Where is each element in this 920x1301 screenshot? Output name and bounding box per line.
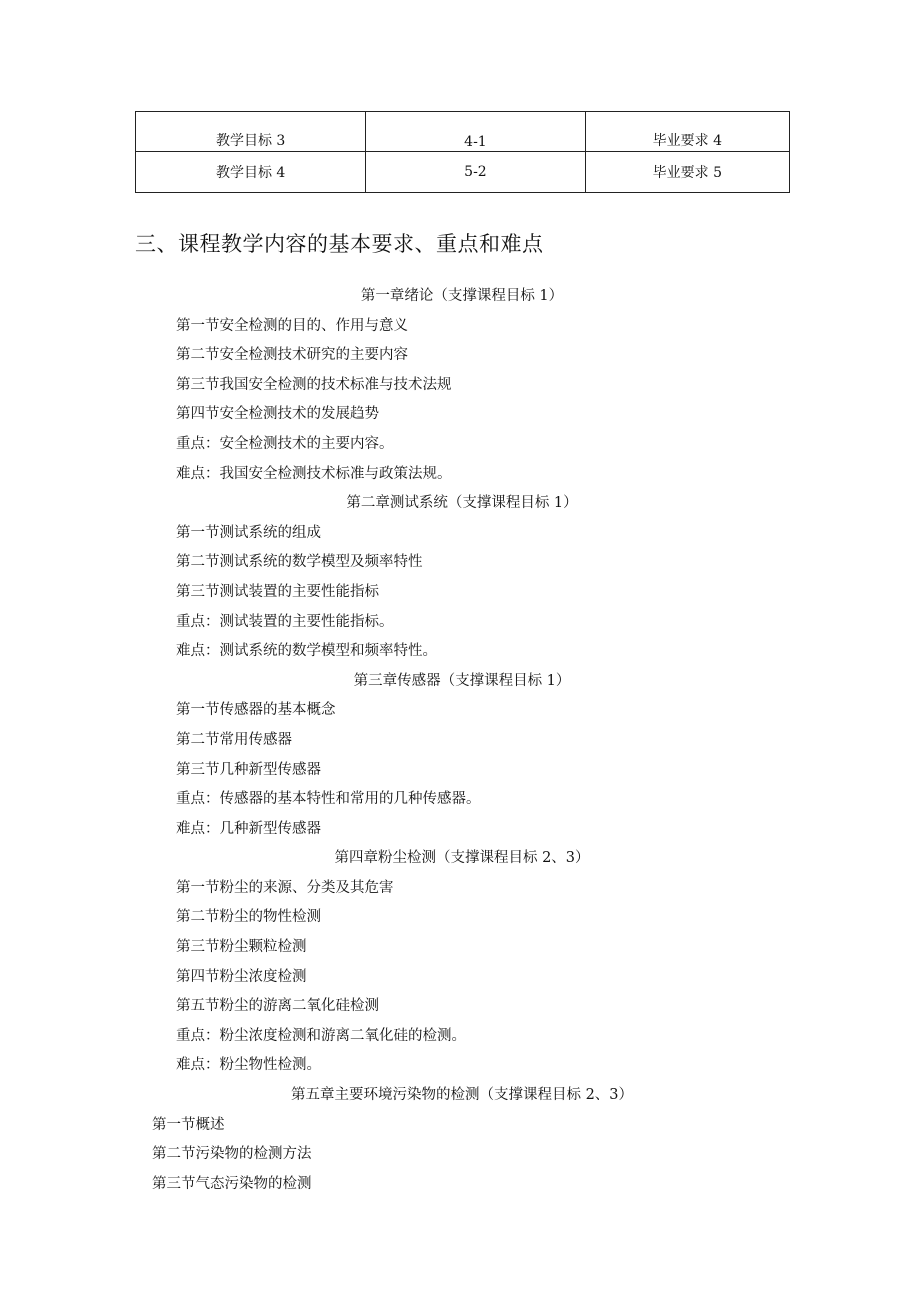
chapter-heading: 第二章测试系统（支撑课程目标 1） <box>346 495 578 512</box>
table-cell: 教学目标 4 <box>136 152 366 193</box>
chapter-heading: 第三章传感器（支撑课程目标 1） <box>353 672 571 689</box>
content-line: 第一节传感器的基本概念 <box>176 702 336 719</box>
table-cell: 毕业要求 4 <box>585 112 789 152</box>
content-line: 第一节安全检测的目的、作用与意义 <box>176 317 408 334</box>
content-line: 重点：传感器的基本特性和常用的几种传感器。 <box>176 791 481 808</box>
table-cell: 毕业要求 5 <box>585 152 789 193</box>
content-line: 第二节安全检测技术研究的主要内容 <box>176 347 408 364</box>
content-line: 第二节粉尘的物性检测 <box>176 909 321 926</box>
content-line: 第四节安全检测技术的发展趋势 <box>176 406 379 423</box>
chapter-heading: 第五章主要环境污染物的检测（支撑课程目标 2、3） <box>290 1087 634 1104</box>
syllabus-content <box>0 282 920 1199</box>
content-line: 重点：粉尘浓度检测和游离二氧化硅的检测。 <box>176 1027 466 1044</box>
content-line: 第一节粉尘的来源、分类及其危害 <box>176 879 394 896</box>
content-line: 第三节几种新型传感器 <box>176 761 321 778</box>
content-line: 难点：几种新型传感器 <box>176 820 321 837</box>
content-line: 第三节我国安全检测的技术标准与技术法规 <box>176 376 452 393</box>
content-line: 第二节常用传感器 <box>176 731 292 748</box>
content-line: 第一节概述 <box>152 1116 225 1133</box>
table-row <box>136 152 790 193</box>
section-title: 三、课程教学内容的基本要求、重点和难点 <box>135 232 544 256</box>
table-cell: 5-2 <box>366 152 585 193</box>
table-cell: 4-1 <box>366 112 585 152</box>
content-line: 难点：我国安全检测技术标准与政策法规。 <box>176 465 452 482</box>
content-line: 第一节测试系统的组成 <box>176 524 321 541</box>
content-line: 难点：粉尘物性检测。 <box>176 1057 321 1074</box>
content-line: 第三节测试装置的主要性能指标 <box>176 583 379 600</box>
content-line: 第二节测试系统的数学模型及频率特性 <box>176 554 423 571</box>
content-line: 第三节粉尘颗粒检测 <box>176 939 307 956</box>
content-line: 第五节粉尘的游离二氧化硅检测 <box>176 998 379 1015</box>
chapter-heading: 第四章粉尘检测（支撑课程目标 2、3） <box>334 850 590 867</box>
table-row <box>136 112 790 152</box>
objectives-table <box>135 111 790 193</box>
table-cell: 教学目标 3 <box>136 112 366 152</box>
content-line: 重点：安全检测技术的主要内容。 <box>176 435 394 452</box>
content-line: 难点：测试系统的数学模型和频率特性。 <box>176 643 437 660</box>
content-line: 第四节粉尘浓度检测 <box>176 968 307 985</box>
content-line: 第二节污染物的检测方法 <box>152 1146 312 1163</box>
content-line: 重点：测试装置的主要性能指标。 <box>176 613 394 630</box>
content-line: 第三节气态污染物的检测 <box>152 1175 312 1192</box>
chapter-heading: 第一章绪论（支撑课程目标 1） <box>360 288 564 304</box>
